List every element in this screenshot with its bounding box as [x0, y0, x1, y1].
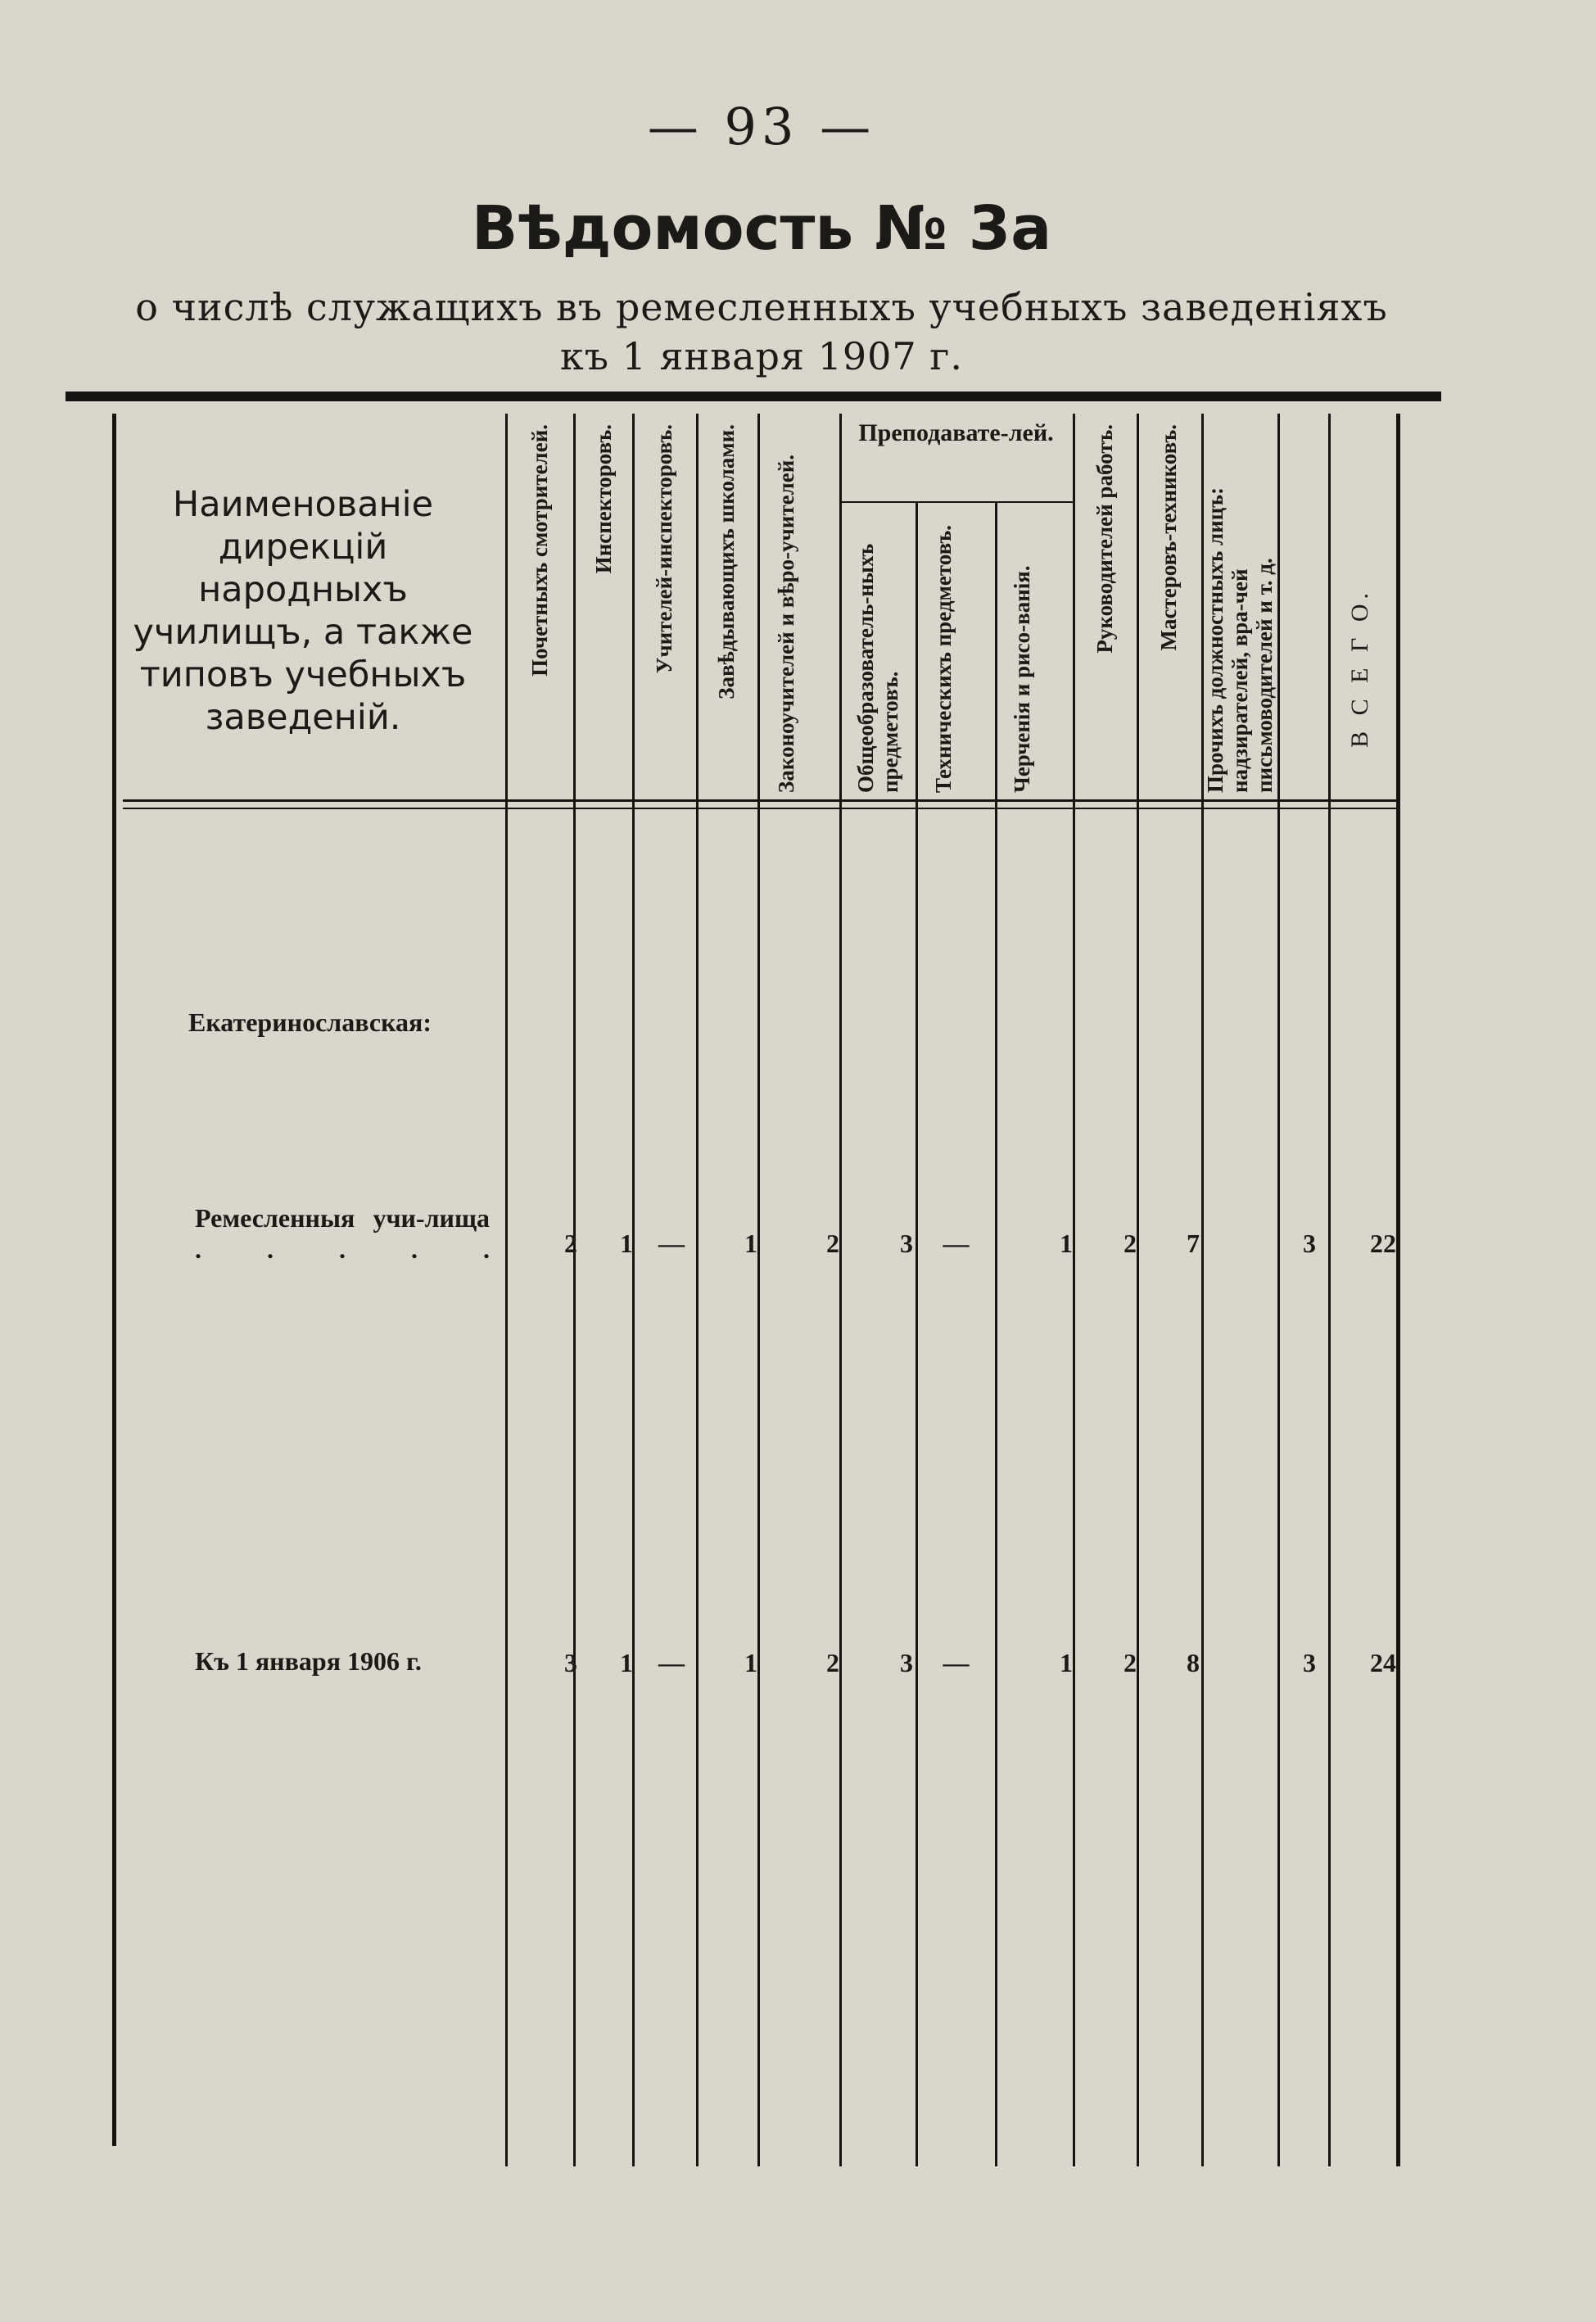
- subtitle-line-2: къ 1 января 1907 г.: [559, 334, 964, 378]
- table-cell: 22: [1370, 1229, 1396, 1258]
- column-rule: [757, 414, 760, 2166]
- column-rule: [995, 503, 997, 2166]
- column-rule: [112, 414, 116, 2146]
- column-header-technical-subjects: Техническихъ предметовъ.: [931, 524, 956, 793]
- table-cell: 3: [900, 1648, 913, 1677]
- table-cell: 8: [1187, 1648, 1200, 1677]
- table-cell: 1: [1060, 1229, 1073, 1258]
- table-cell: 3: [1303, 1229, 1316, 1258]
- column-header-drawing: Черченія и рисо-ванія.: [1010, 565, 1034, 793]
- column-header-total: В С Е Г О.: [1346, 588, 1373, 748]
- column-header-religion-teachers: Законоучителей и вѣро-учителей.: [774, 454, 798, 793]
- group-header-rule: [839, 501, 1073, 503]
- table-cell: 1: [744, 1229, 757, 1258]
- column-header-honorary-supervisors: Почетныхъ смотрителей.: [527, 424, 552, 677]
- stub-header: Наименованіе дирекцій народныхъ училищъ, а также типовъ учебныхъ заведеній.: [133, 484, 473, 738]
- column-header-inspectors: Инспекторовъ.: [591, 424, 616, 574]
- table-cell: 3: [1303, 1648, 1316, 1677]
- table-cell: 1: [1060, 1648, 1073, 1677]
- column-rule: [1137, 414, 1139, 2166]
- column-rule: [839, 414, 842, 2166]
- table-cell: 24: [1370, 1648, 1396, 1677]
- column-header-school-heads: Завѣдывающихъ школами.: [714, 424, 739, 699]
- column-rule: [916, 503, 918, 2166]
- table-cell: 2: [1124, 1229, 1137, 1258]
- table-top-rule: [66, 392, 1441, 401]
- column-rule: [1277, 414, 1280, 2166]
- column-rule: [1328, 414, 1331, 2166]
- column-header-work-leaders: Руководителей работъ.: [1092, 424, 1117, 654]
- table-cell: 2: [1124, 1648, 1137, 1677]
- table-cell: 1: [620, 1648, 633, 1677]
- subtitle-line-1: о числѣ служащихъ въ ремесленныхъ учебныхъ заведеніяхъ: [135, 285, 1388, 329]
- column-rule: [573, 414, 576, 2166]
- table-cell: 3: [564, 1648, 577, 1677]
- row-label-directorate: Екатеринославская:: [188, 1007, 432, 1037]
- column-rule: [1396, 414, 1400, 2166]
- table-cell: 1: [744, 1648, 757, 1677]
- column-rule: [632, 414, 635, 2166]
- page-title: Вѣдомость № 3а: [471, 193, 1052, 264]
- column-rule: [505, 414, 508, 2166]
- table-cell: 2: [826, 1229, 839, 1258]
- table-cell: 7: [1187, 1229, 1200, 1258]
- row-label-prior-year: Къ 1 января 1906 г.: [195, 1646, 422, 1676]
- table-cell: —: [658, 1229, 685, 1258]
- page-number: — 93 —: [647, 97, 876, 156]
- column-header-teacher-inspectors: Учителей-инспекторовъ.: [652, 424, 676, 674]
- teachers-group-header: Преподаватe-лей.: [858, 419, 1054, 446]
- column-header-general-subjects: Общеобразователь-ныхъ предметовъ.: [853, 543, 902, 793]
- column-rule: [1073, 414, 1075, 2166]
- table-cell: 3: [900, 1229, 913, 1258]
- table-cell: 2: [826, 1648, 839, 1677]
- column-rule: [696, 414, 699, 2166]
- table-cell: 2: [564, 1229, 577, 1258]
- table-cell: 1: [620, 1229, 633, 1258]
- table-cell: —: [658, 1648, 685, 1677]
- table-cell: —: [943, 1648, 970, 1677]
- column-header-other-officials: Прочихъ должностныхъ лицъ: надзирателей, вра-чей письмоводителей и т. д.: [1203, 487, 1277, 793]
- column-header-master-technicians: Мастеровъ-техниковъ.: [1156, 424, 1181, 651]
- row-label-craft-schools: Ремесленныя учи-лища . . . . .: [195, 1203, 490, 1264]
- table-cell: —: [943, 1229, 970, 1258]
